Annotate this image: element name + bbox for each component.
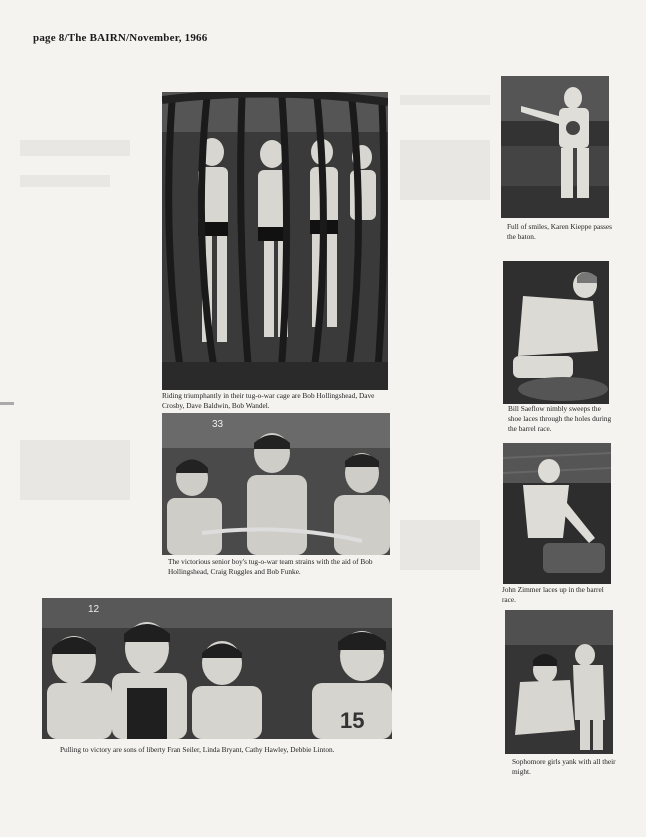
karen-baton-caption: Full of smiles, Karen Kieppe passes the baton.	[507, 222, 612, 241]
senior-boys-tug-o-war-photo	[162, 413, 390, 555]
sons-of-liberty-caption: Pulling to victory are sons of liberty Fran Seiler, Linda Bryant, Cathy Hawley, Debbie Linton.	[60, 745, 335, 754]
banner-number: 12	[88, 604, 100, 615]
karen-baton-photo	[501, 76, 609, 218]
tug-o-war-cage-photo	[162, 92, 388, 390]
tug-o-war-cage-caption: Riding triumphantly in their tug-o-war cage are Bob Hollingshead, Dave Crosby, Dave Baldwin, Bob Wandel.	[162, 391, 375, 410]
bill-shoelaces-caption: Bill Saeflow nimbly sweeps the shoe laces through the holes during the barrel race.	[508, 404, 612, 433]
sons-of-liberty-photo	[42, 598, 392, 739]
sophomore-girls-caption: Sophomore girls yank with all their might.	[512, 757, 616, 776]
john-barrel-race-caption: John Zimmer laces up in the barrel race.	[502, 585, 604, 604]
bill-shoelaces-photo	[503, 261, 609, 404]
sign-number: 33	[212, 419, 224, 430]
senior-boys-caption: The victorious senior boy's tug-o-war team strains with the aid of Bob Hollingshead, Craig Ruggles and Bob Funke.	[168, 557, 373, 576]
page-header: page 8/The BAIRN/November, 1966	[33, 32, 208, 44]
john-barrel-race-photo	[503, 443, 611, 584]
sophomore-girls-photo	[505, 610, 613, 754]
jersey-number: 15	[340, 708, 365, 733]
